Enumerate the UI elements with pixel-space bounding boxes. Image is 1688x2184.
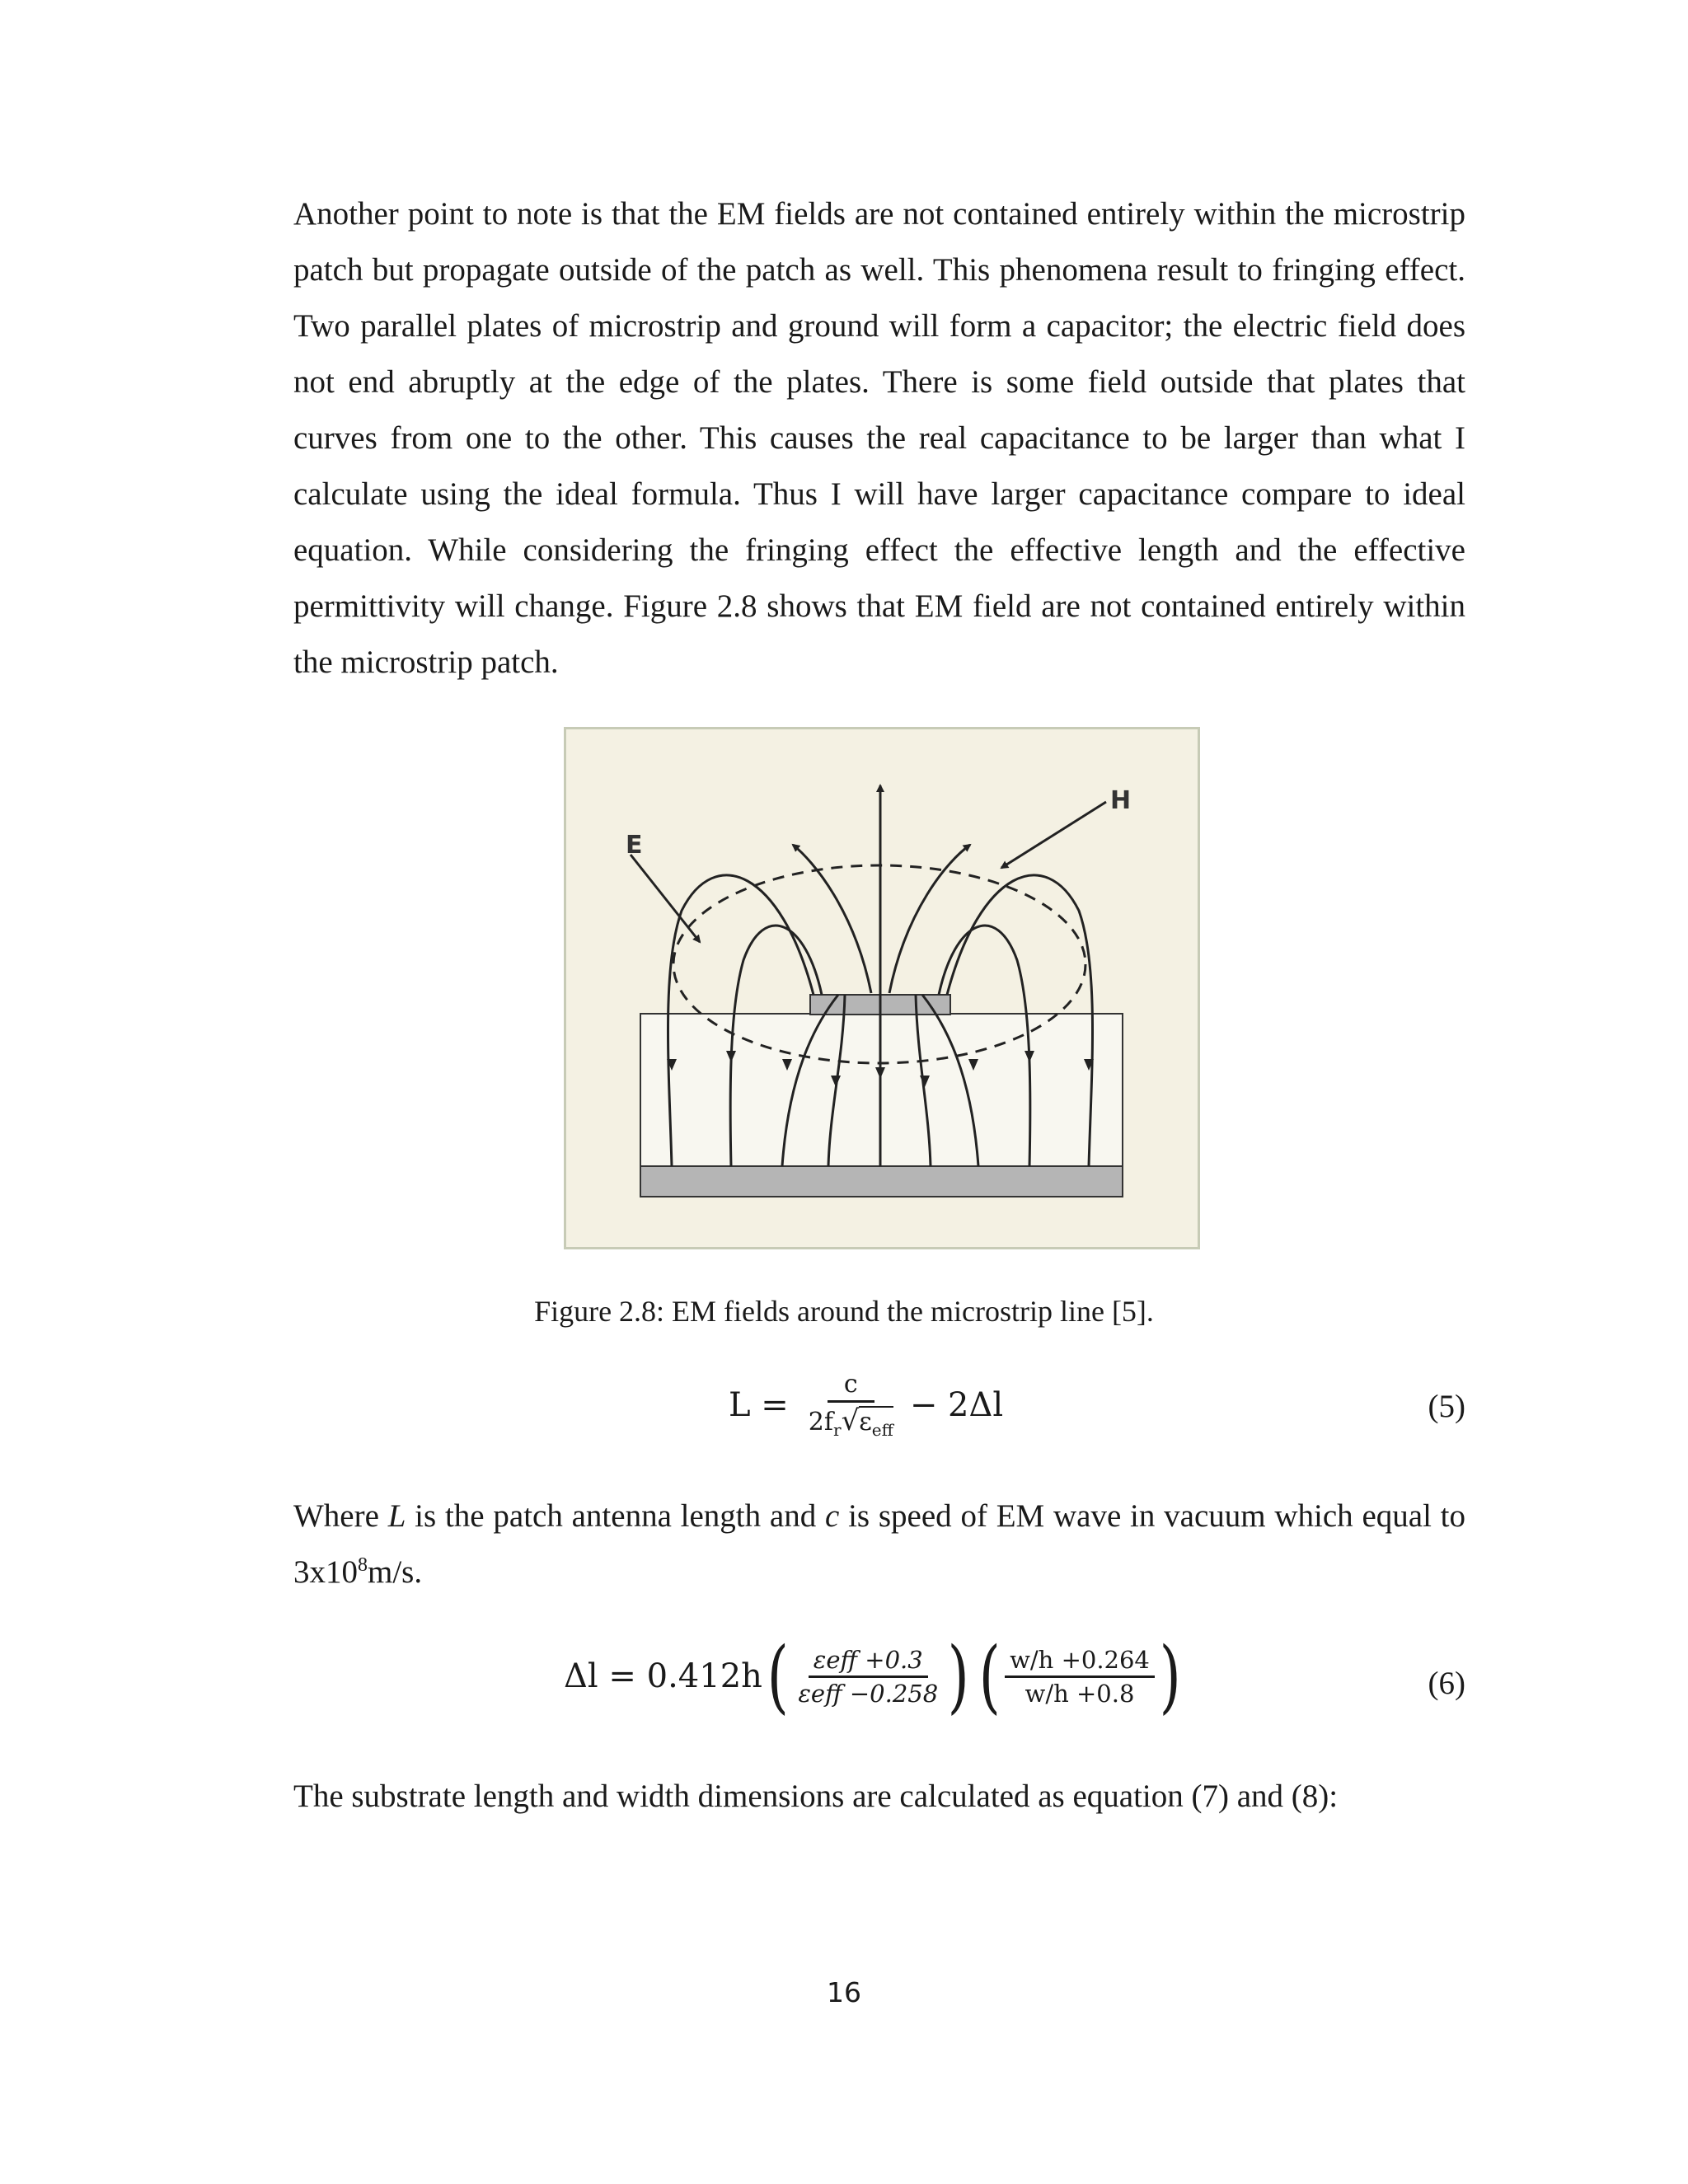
eq5-numerator: c (828, 1370, 874, 1403)
eq6-f2-den: w/h +0.8 (1025, 1679, 1135, 1708)
ground-plane (640, 1166, 1123, 1197)
figure-em-fields (564, 727, 1200, 1249)
eq6-f1-den: εeff −0.258 (798, 1679, 939, 1708)
equation-6: Δl = 0.412h ( $\frac{\text{εeff +0.3}}{\text{εeff −0.258}}$ ) ( $\frac{w/h +0.264}{w/h +0.8}$ ) (564, 1630, 1181, 1722)
paragraph-substrate: The substrate length and width dimensions are calculated as equation (7) and (8): (293, 1779, 1339, 1814)
eq6-f1-num: εeff +0.3 (809, 1646, 928, 1678)
page-number: 16 (827, 1976, 861, 2008)
em-field-diagram (566, 729, 1198, 1247)
eq6-fraction-2 (1005, 1646, 1155, 1708)
eq5-rhs: − 2Δl (909, 1385, 1004, 1424)
paragraph-where: Where L is the patch antenna length and c is speed of EM wave in vacuum which equal to $3x10^8m/s$. (293, 1498, 1466, 1590)
eq5-fraction (804, 1370, 898, 1440)
eq5-number: (5) (1428, 1389, 1465, 1424)
eq6-lhs: Δl = 0.412h (564, 1657, 762, 1695)
equation-5 (729, 1370, 1003, 1440)
paragraph-fringing: Another point to note is that the EM fields are not contained entirely within the microstrip patch but propagate outside of the patch as well. This phenomena result to fringing effect. Two parallel plates of microstrip and ground will form a capacitor; the electric field does not end abruptly at the edge of the plates. There is some field outside that plates that curves from one to the other. This causes the real capacitance to be larger than what I calculate using the ideal formula. Thus I will have larger capacitance compare to ideal equation. While considering the fringing effect the effective length and the effective permittivity will change. Figure 2.8 shows that EM field are not contained entirely within the microstrip patch. (293, 196, 1465, 680)
eq6-f2-num: w/h +0.264 (1005, 1646, 1155, 1678)
eq5-lhs: L = (729, 1385, 789, 1424)
eq6-number: (6) (1428, 1666, 1465, 1701)
eq6-fraction-1 (793, 1646, 943, 1708)
label-h: H (1110, 786, 1132, 815)
label-e: E (626, 831, 643, 860)
eq5-denominator: $2f_r√\varepsilon_{eff}$ (808, 1404, 893, 1440)
figure-caption: Figure 2.8: EM fields around the microstrip line [5]. (534, 1295, 1154, 1328)
